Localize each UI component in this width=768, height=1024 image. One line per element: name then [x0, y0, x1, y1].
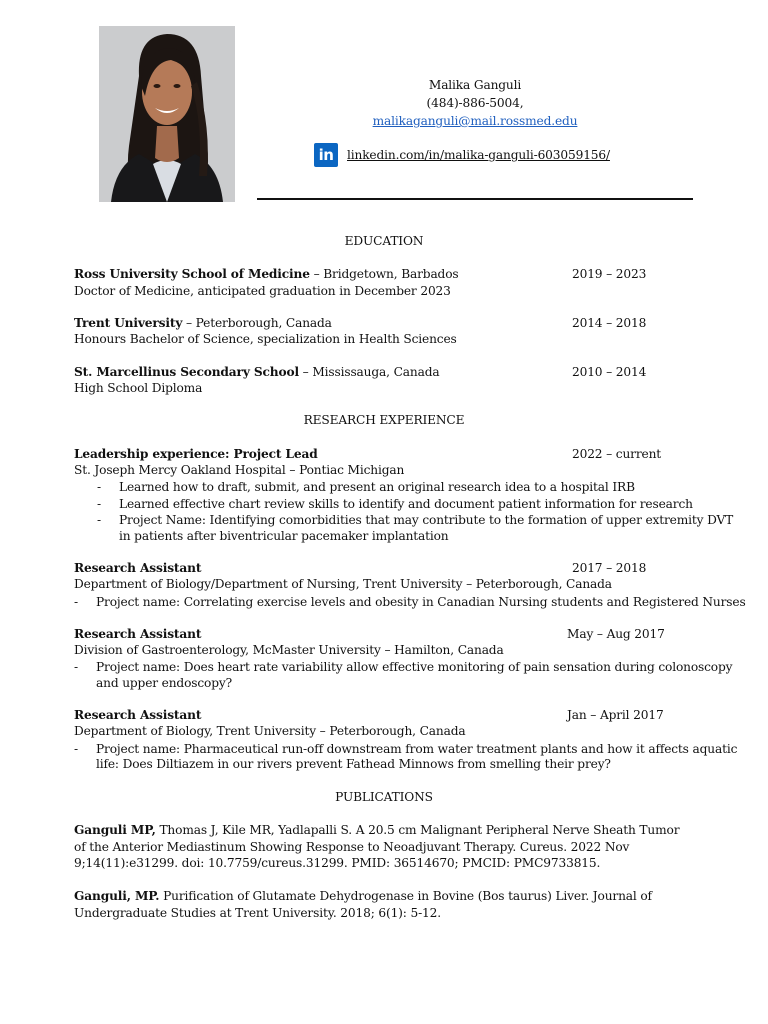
education-entry-school	[74, 267, 459, 281]
research-bullet: - Learned how to draft, submit, and present an original research idea to a hospital IRB	[74, 479, 733, 496]
candidate-name: Malika Ganguli	[428, 78, 522, 92]
research-dates: 2022 – current	[572, 447, 662, 461]
school-name: St. Marcellinus Secondary School	[74, 365, 299, 379]
education-dates: 2014 – 2018	[572, 316, 647, 330]
research-bullet-continuation: in patients after biventricular pacemaker implantation	[119, 529, 449, 543]
research-dates: May – Aug 2017	[567, 627, 665, 641]
research-organization: Department of Biology, Trent University – Peterborough, Canada	[74, 724, 466, 738]
publication-author: Ganguli MP,	[74, 823, 156, 837]
school-location: – Bridgetown, Barbados	[309, 267, 459, 281]
research-bullet-continuation: and upper endoscopy?	[96, 676, 232, 690]
research-title: Research Assistant	[74, 627, 202, 641]
research-dates: 2017 – 2018	[572, 561, 647, 575]
profile-photo	[99, 26, 235, 202]
research-bullet: - Project name: Correlating exercise levels and obesity in Canadian Nursing students and Registered Nurses	[74, 594, 746, 611]
education-entry-school	[74, 365, 439, 379]
research-bullet: - Project Name: Identifying comorbidities that may contribute to the formation of upper extremity DVT	[74, 512, 733, 529]
portrait-image	[99, 26, 235, 202]
header-divider	[257, 198, 693, 200]
publication-entry	[74, 888, 686, 921]
education-dates: 2010 – 2014	[572, 365, 647, 379]
linkedin-link[interactable]: linkedin.com/in/malika-ganguli-603059156/	[347, 148, 610, 162]
school-name: Ross University School of Medicine	[74, 267, 310, 281]
school-location: – Peterborough, Canada	[182, 316, 332, 330]
publication-entry	[74, 822, 686, 872]
education-degree: Honours Bachelor of Science, specialization in Health Sciences	[74, 332, 457, 346]
research-bullet: - Learned effective chart review skills to identify and document patient information for research	[74, 496, 733, 513]
school-location: – Mississauga, Canada	[298, 365, 440, 379]
publication-citation: Thomas J, Kile MR, Yadlapalli S. A 20.5 cm Malignant Peripheral Nerve Sheath Tumor of the Anterior Mediastinum Showing Response to Neoadjuvant Therapy. Cureus. 2022 Nov 9;14(11):e31299. doi: 10.7759/cureus.31299. PMID: 36514670; PMCID: PMC9733815.	[74, 823, 680, 870]
phone-number: (484)-886-5004,	[426, 96, 524, 110]
education-heading: EDUCATION	[344, 234, 424, 248]
research-bullet-list	[74, 741, 737, 758]
research-bullet-continuation: life: Does Diltiazem in our rivers prevent Fathead Minnows from smelling their prey?	[96, 757, 611, 771]
linkedin-row	[314, 143, 610, 167]
research-bullet-list	[74, 659, 732, 676]
research-bullet-list	[74, 594, 746, 611]
research-organization: St. Joseph Mercy Oakland Hospital – Pontiac Michigan	[74, 463, 405, 477]
education-degree: Doctor of Medicine, anticipated graduation in December 2023	[74, 284, 451, 298]
publication-citation: Purification of Glutamate Dehydrogenase in Bovine (Bos taurus) Liver. Journal of Undergraduate Studies at Trent University. 2018; 6(1): 5-12.	[74, 889, 652, 920]
research-bullet-list	[74, 479, 733, 529]
education-dates: 2019 – 2023	[572, 267, 647, 281]
publications-heading: PUBLICATIONS	[335, 790, 433, 804]
research-bullet: - Project name: Does heart rate variability allow effective monitoring of pain sensation during colonoscopy	[74, 659, 732, 676]
email-link[interactable]: malikaganguli@mail.rossmed.edu	[372, 114, 578, 128]
research-heading: RESEARCH EXPERIENCE	[303, 413, 465, 427]
research-bullet: - Project name: Pharmaceutical run-off downstream from water treatment plants and how it affects aquatic	[74, 741, 737, 758]
research-organization: Department of Biology/Department of Nursing, Trent University – Peterborough, Canada	[74, 577, 612, 591]
research-title: Leadership experience: Project Lead	[74, 447, 318, 461]
linkedin-icon[interactable]: in	[314, 143, 338, 167]
research-dates: Jan – April 2017	[567, 708, 664, 722]
education-degree: High School Diploma	[74, 381, 203, 395]
publication-author: Ganguli, MP.	[74, 889, 160, 903]
research-title: Research Assistant	[74, 708, 202, 722]
research-organization: Division of Gastroenterology, McMaster University – Hamilton, Canada	[74, 643, 504, 657]
school-name: Trent University	[74, 316, 183, 330]
research-title: Research Assistant	[74, 561, 202, 575]
email-container	[257, 114, 693, 128]
education-entry-school	[74, 316, 332, 330]
